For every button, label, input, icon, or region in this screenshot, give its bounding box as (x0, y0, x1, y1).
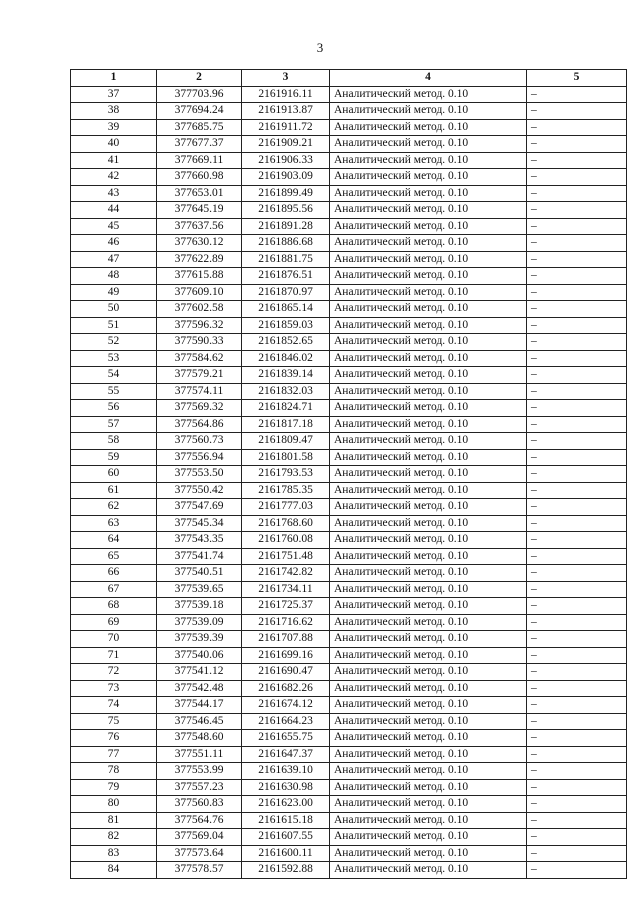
note-cell: – (527, 532, 627, 549)
point-number-cell: 73 (71, 680, 157, 697)
point-number-cell: 43 (71, 185, 157, 202)
point-number-cell: 62 (71, 499, 157, 516)
note-cell: – (527, 317, 627, 334)
x-coordinate-cell: 377543.35 (157, 532, 242, 549)
note-cell: – (527, 730, 627, 747)
point-number-cell: 68 (71, 598, 157, 615)
y-coordinate-cell: 2161664.23 (242, 713, 330, 730)
y-coordinate-cell: 2161859.03 (242, 317, 330, 334)
note-cell: – (527, 350, 627, 367)
point-number-cell: 59 (71, 449, 157, 466)
y-coordinate-cell: 2161742.82 (242, 565, 330, 582)
note-cell: – (527, 515, 627, 532)
x-coordinate-cell: 377703.96 (157, 86, 242, 103)
method-cell: Аналитический метод. 0.10 (330, 433, 527, 450)
y-coordinate-cell: 2161846.02 (242, 350, 330, 367)
table-row (71, 301, 627, 318)
y-coordinate-cell: 2161793.53 (242, 466, 330, 483)
point-number-cell: 64 (71, 532, 157, 549)
method-cell: Аналитический метод. 0.10 (330, 251, 527, 268)
method-cell: Аналитический метод. 0.10 (330, 829, 527, 846)
point-number-cell: 50 (71, 301, 157, 318)
note-cell: – (527, 680, 627, 697)
column-header-4: 4 (330, 70, 527, 87)
table-row (71, 581, 627, 598)
table-row (71, 515, 627, 532)
point-number-cell: 44 (71, 202, 157, 219)
y-coordinate-cell: 2161801.58 (242, 449, 330, 466)
method-cell: Аналитический метод. 0.10 (330, 218, 527, 235)
table-row (71, 730, 627, 747)
point-number-cell: 58 (71, 433, 157, 450)
x-coordinate-cell: 377539.65 (157, 581, 242, 598)
method-cell: Аналитический метод. 0.10 (330, 169, 527, 186)
point-number-cell: 39 (71, 119, 157, 136)
x-coordinate-cell: 377564.76 (157, 812, 242, 829)
x-coordinate-cell: 377602.58 (157, 301, 242, 318)
x-coordinate-cell: 377553.99 (157, 763, 242, 780)
y-coordinate-cell: 2161913.87 (242, 103, 330, 120)
table-row (71, 631, 627, 648)
y-coordinate-cell: 2161734.11 (242, 581, 330, 598)
point-number-cell: 79 (71, 779, 157, 796)
y-coordinate-cell: 2161725.37 (242, 598, 330, 615)
x-coordinate-cell: 377645.19 (157, 202, 242, 219)
point-number-cell: 70 (71, 631, 157, 648)
x-coordinate-cell: 377609.10 (157, 284, 242, 301)
table-row (71, 482, 627, 499)
point-number-cell: 60 (71, 466, 157, 483)
table-row (71, 202, 627, 219)
point-number-cell: 66 (71, 565, 157, 582)
method-cell: Аналитический метод. 0.10 (330, 416, 527, 433)
coordinates-table (70, 69, 627, 879)
note-cell: – (527, 614, 627, 631)
x-coordinate-cell: 377541.12 (157, 664, 242, 681)
y-coordinate-cell: 2161903.09 (242, 169, 330, 186)
x-coordinate-cell: 377550.42 (157, 482, 242, 499)
y-coordinate-cell: 2161881.75 (242, 251, 330, 268)
table-row (71, 532, 627, 549)
note-cell: – (527, 862, 627, 879)
table-row (71, 103, 627, 120)
table-row (71, 680, 627, 697)
method-cell: Аналитический метод. 0.10 (330, 598, 527, 615)
method-cell: Аналитический метод. 0.10 (330, 152, 527, 169)
method-cell: Аналитический метод. 0.10 (330, 862, 527, 879)
table-row (71, 499, 627, 516)
page-number: 3 (316, 40, 324, 55)
table-row (71, 86, 627, 103)
table-row (71, 185, 627, 202)
x-coordinate-cell: 377564.86 (157, 416, 242, 433)
point-number-cell: 81 (71, 812, 157, 829)
table-row (71, 350, 627, 367)
note-cell: – (527, 383, 627, 400)
note-cell: – (527, 812, 627, 829)
column-header-2: 2 (157, 70, 242, 87)
table-row (71, 664, 627, 681)
y-coordinate-cell: 2161760.08 (242, 532, 330, 549)
y-coordinate-cell: 2161891.28 (242, 218, 330, 235)
x-coordinate-cell: 377540.06 (157, 647, 242, 664)
x-coordinate-cell: 377545.34 (157, 515, 242, 532)
point-number-cell: 75 (71, 713, 157, 730)
method-cell: Аналитический метод. 0.10 (330, 499, 527, 516)
table-row (71, 367, 627, 384)
y-coordinate-cell: 2161751.48 (242, 548, 330, 565)
note-cell: – (527, 119, 627, 136)
x-coordinate-cell: 377539.39 (157, 631, 242, 648)
x-coordinate-cell: 377596.32 (157, 317, 242, 334)
table-row (71, 697, 627, 714)
method-cell: Аналитический метод. 0.10 (330, 284, 527, 301)
table-row (71, 284, 627, 301)
note-cell: – (527, 763, 627, 780)
y-coordinate-cell: 2161906.33 (242, 152, 330, 169)
table-row (71, 449, 627, 466)
note-cell: – (527, 301, 627, 318)
table-row (71, 152, 627, 169)
method-cell: Аналитический метод. 0.10 (330, 301, 527, 318)
note-cell: – (527, 268, 627, 285)
x-coordinate-cell: 377539.09 (157, 614, 242, 631)
note-cell: – (527, 202, 627, 219)
method-cell: Аналитический метод. 0.10 (330, 383, 527, 400)
y-coordinate-cell: 2161682.26 (242, 680, 330, 697)
y-coordinate-cell: 2161707.88 (242, 631, 330, 648)
x-coordinate-cell: 377544.17 (157, 697, 242, 714)
point-number-cell: 71 (71, 647, 157, 664)
column-header-1: 1 (71, 70, 157, 87)
y-coordinate-cell: 2161785.35 (242, 482, 330, 499)
x-coordinate-cell: 377540.51 (157, 565, 242, 582)
x-coordinate-cell: 377637.56 (157, 218, 242, 235)
point-number-cell: 61 (71, 482, 157, 499)
x-coordinate-cell: 377574.11 (157, 383, 242, 400)
table-row (71, 235, 627, 252)
column-header-5: 5 (527, 70, 627, 87)
method-cell: Аналитический метод. 0.10 (330, 202, 527, 219)
note-cell: – (527, 647, 627, 664)
note-cell: – (527, 829, 627, 846)
point-number-cell: 55 (71, 383, 157, 400)
method-cell: Аналитический метод. 0.10 (330, 746, 527, 763)
note-cell: – (527, 664, 627, 681)
x-coordinate-cell: 377546.45 (157, 713, 242, 730)
method-cell: Аналитический метод. 0.10 (330, 845, 527, 862)
x-coordinate-cell: 377553.50 (157, 466, 242, 483)
point-number-cell: 74 (71, 697, 157, 714)
y-coordinate-cell: 2161600.11 (242, 845, 330, 862)
y-coordinate-cell: 2161655.75 (242, 730, 330, 747)
method-cell: Аналитический метод. 0.10 (330, 317, 527, 334)
x-coordinate-cell: 377569.32 (157, 400, 242, 417)
x-coordinate-cell: 377548.60 (157, 730, 242, 747)
note-cell: – (527, 845, 627, 862)
method-cell: Аналитический метод. 0.10 (330, 86, 527, 103)
y-coordinate-cell: 2161911.72 (242, 119, 330, 136)
method-cell: Аналитический метод. 0.10 (330, 713, 527, 730)
method-cell: Аналитический метод. 0.10 (330, 796, 527, 813)
y-coordinate-cell: 2161876.51 (242, 268, 330, 285)
method-cell: Аналитический метод. 0.10 (330, 812, 527, 829)
x-coordinate-cell: 377560.83 (157, 796, 242, 813)
y-coordinate-cell: 2161716.62 (242, 614, 330, 631)
table-row (71, 466, 627, 483)
point-number-cell: 52 (71, 334, 157, 351)
note-cell: – (527, 631, 627, 648)
note-cell: – (527, 136, 627, 153)
method-cell: Аналитический метод. 0.10 (330, 548, 527, 565)
point-number-cell: 67 (71, 581, 157, 598)
table-row (71, 317, 627, 334)
y-coordinate-cell: 2161839.14 (242, 367, 330, 384)
y-coordinate-cell: 2161865.14 (242, 301, 330, 318)
method-cell: Аналитический метод. 0.10 (330, 763, 527, 780)
table-row (71, 713, 627, 730)
table-row (71, 829, 627, 846)
table-row (71, 812, 627, 829)
note-cell: – (527, 482, 627, 499)
x-coordinate-cell: 377630.12 (157, 235, 242, 252)
point-number-cell: 47 (71, 251, 157, 268)
y-coordinate-cell: 2161674.12 (242, 697, 330, 714)
method-cell: Аналитический метод. 0.10 (330, 185, 527, 202)
method-cell: Аналитический метод. 0.10 (330, 647, 527, 664)
point-number-cell: 72 (71, 664, 157, 681)
note-cell: – (527, 251, 627, 268)
y-coordinate-cell: 2161647.37 (242, 746, 330, 763)
method-cell: Аналитический метод. 0.10 (330, 614, 527, 631)
point-number-cell: 45 (71, 218, 157, 235)
point-number-cell: 48 (71, 268, 157, 285)
note-cell: – (527, 334, 627, 351)
point-number-cell: 83 (71, 845, 157, 862)
method-cell: Аналитический метод. 0.10 (330, 565, 527, 582)
note-cell: – (527, 746, 627, 763)
table-row (71, 647, 627, 664)
note-cell: – (527, 466, 627, 483)
y-coordinate-cell: 2161832.03 (242, 383, 330, 400)
x-coordinate-cell: 377694.24 (157, 103, 242, 120)
y-coordinate-cell: 2161817.18 (242, 416, 330, 433)
y-coordinate-cell: 2161895.56 (242, 202, 330, 219)
y-coordinate-cell: 2161615.18 (242, 812, 330, 829)
note-cell: – (527, 284, 627, 301)
point-number-cell: 82 (71, 829, 157, 846)
point-number-cell: 57 (71, 416, 157, 433)
method-cell: Аналитический метод. 0.10 (330, 631, 527, 648)
note-cell: – (527, 449, 627, 466)
note-cell: – (527, 565, 627, 582)
x-coordinate-cell: 377685.75 (157, 119, 242, 136)
table-row (71, 268, 627, 285)
table-row (71, 416, 627, 433)
method-cell: Аналитический метод. 0.10 (330, 515, 527, 532)
point-number-cell: 51 (71, 317, 157, 334)
table-row (71, 119, 627, 136)
table-row (71, 218, 627, 235)
note-cell: – (527, 796, 627, 813)
note-cell: – (527, 400, 627, 417)
note-cell: – (527, 598, 627, 615)
point-number-cell: 78 (71, 763, 157, 780)
method-cell: Аналитический метод. 0.10 (330, 730, 527, 747)
point-number-cell: 77 (71, 746, 157, 763)
x-coordinate-cell: 377573.64 (157, 845, 242, 862)
note-cell: – (527, 367, 627, 384)
method-cell: Аналитический метод. 0.10 (330, 664, 527, 681)
note-cell: – (527, 548, 627, 565)
point-number-cell: 37 (71, 86, 157, 103)
y-coordinate-cell: 2161639.10 (242, 763, 330, 780)
point-number-cell: 53 (71, 350, 157, 367)
y-coordinate-cell: 2161623.00 (242, 796, 330, 813)
x-coordinate-cell: 377542.48 (157, 680, 242, 697)
x-coordinate-cell: 377615.88 (157, 268, 242, 285)
note-cell: – (527, 581, 627, 598)
y-coordinate-cell: 2161870.97 (242, 284, 330, 301)
table-row (71, 746, 627, 763)
method-cell: Аналитический метод. 0.10 (330, 136, 527, 153)
table-row (71, 548, 627, 565)
table-row (71, 383, 627, 400)
x-coordinate-cell: 377569.04 (157, 829, 242, 846)
table-row (71, 796, 627, 813)
point-number-cell: 42 (71, 169, 157, 186)
table-row (71, 763, 627, 780)
y-coordinate-cell: 2161886.68 (242, 235, 330, 252)
point-number-cell: 76 (71, 730, 157, 747)
note-cell: – (527, 86, 627, 103)
y-coordinate-cell: 2161777.03 (242, 499, 330, 516)
x-coordinate-cell: 377560.73 (157, 433, 242, 450)
point-number-cell: 56 (71, 400, 157, 417)
y-coordinate-cell: 2161852.65 (242, 334, 330, 351)
y-coordinate-cell: 2161630.98 (242, 779, 330, 796)
note-cell: – (527, 185, 627, 202)
point-number-cell: 49 (71, 284, 157, 301)
y-coordinate-cell: 2161809.47 (242, 433, 330, 450)
table-header-row (71, 70, 627, 87)
table-row (71, 565, 627, 582)
table-row (71, 614, 627, 631)
y-coordinate-cell: 2161768.60 (242, 515, 330, 532)
point-number-cell: 63 (71, 515, 157, 532)
method-cell: Аналитический метод. 0.10 (330, 400, 527, 417)
x-coordinate-cell: 377547.69 (157, 499, 242, 516)
x-coordinate-cell: 377578.57 (157, 862, 242, 879)
y-coordinate-cell: 2161607.55 (242, 829, 330, 846)
note-cell: – (527, 779, 627, 796)
note-cell: – (527, 218, 627, 235)
y-coordinate-cell: 2161916.11 (242, 86, 330, 103)
x-coordinate-cell: 377669.11 (157, 152, 242, 169)
method-cell: Аналитический метод. 0.10 (330, 680, 527, 697)
table-row (71, 598, 627, 615)
x-coordinate-cell: 377556.94 (157, 449, 242, 466)
table-row (71, 862, 627, 879)
note-cell: – (527, 103, 627, 120)
method-cell: Аналитический метод. 0.10 (330, 532, 527, 549)
method-cell: Аналитический метод. 0.10 (330, 449, 527, 466)
point-number-cell: 69 (71, 614, 157, 631)
table-row (71, 400, 627, 417)
point-number-cell: 41 (71, 152, 157, 169)
method-cell: Аналитический метод. 0.10 (330, 119, 527, 136)
note-cell: – (527, 713, 627, 730)
method-cell: Аналитический метод. 0.10 (330, 235, 527, 252)
method-cell: Аналитический метод. 0.10 (330, 334, 527, 351)
note-cell: – (527, 416, 627, 433)
y-coordinate-cell: 2161690.47 (242, 664, 330, 681)
y-coordinate-cell: 2161909.21 (242, 136, 330, 153)
point-number-cell: 84 (71, 862, 157, 879)
note-cell: – (527, 169, 627, 186)
method-cell: Аналитический метод. 0.10 (330, 779, 527, 796)
note-cell: – (527, 235, 627, 252)
method-cell: Аналитический метод. 0.10 (330, 482, 527, 499)
x-coordinate-cell: 377660.98 (157, 169, 242, 186)
method-cell: Аналитический метод. 0.10 (330, 466, 527, 483)
x-coordinate-cell: 377539.18 (157, 598, 242, 615)
table-row (71, 169, 627, 186)
x-coordinate-cell: 377551.11 (157, 746, 242, 763)
table-body (71, 86, 627, 878)
table-row (71, 433, 627, 450)
method-cell: Аналитический метод. 0.10 (330, 581, 527, 598)
x-coordinate-cell: 377584.62 (157, 350, 242, 367)
table-row (71, 779, 627, 796)
y-coordinate-cell: 2161699.16 (242, 647, 330, 664)
point-number-cell: 40 (71, 136, 157, 153)
table-row (71, 845, 627, 862)
x-coordinate-cell: 377653.01 (157, 185, 242, 202)
x-coordinate-cell: 377557.23 (157, 779, 242, 796)
point-number-cell: 65 (71, 548, 157, 565)
method-cell: Аналитический метод. 0.10 (330, 697, 527, 714)
table-row (71, 136, 627, 153)
note-cell: – (527, 152, 627, 169)
x-coordinate-cell: 377677.37 (157, 136, 242, 153)
column-header-3: 3 (242, 70, 330, 87)
table-row (71, 334, 627, 351)
point-number-cell: 46 (71, 235, 157, 252)
y-coordinate-cell: 2161824.71 (242, 400, 330, 417)
method-cell: Аналитический метод. 0.10 (330, 350, 527, 367)
y-coordinate-cell: 2161592.88 (242, 862, 330, 879)
point-number-cell: 80 (71, 796, 157, 813)
point-number-cell: 38 (71, 103, 157, 120)
x-coordinate-cell: 377622.89 (157, 251, 242, 268)
x-coordinate-cell: 377579.21 (157, 367, 242, 384)
method-cell: Аналитический метод. 0.10 (330, 268, 527, 285)
note-cell: – (527, 433, 627, 450)
y-coordinate-cell: 2161899.49 (242, 185, 330, 202)
x-coordinate-cell: 377590.33 (157, 334, 242, 351)
x-coordinate-cell: 377541.74 (157, 548, 242, 565)
method-cell: Аналитический метод. 0.10 (330, 367, 527, 384)
note-cell: – (527, 697, 627, 714)
table-row (71, 251, 627, 268)
method-cell: Аналитический метод. 0.10 (330, 103, 527, 120)
note-cell: – (527, 499, 627, 516)
point-number-cell: 54 (71, 367, 157, 384)
